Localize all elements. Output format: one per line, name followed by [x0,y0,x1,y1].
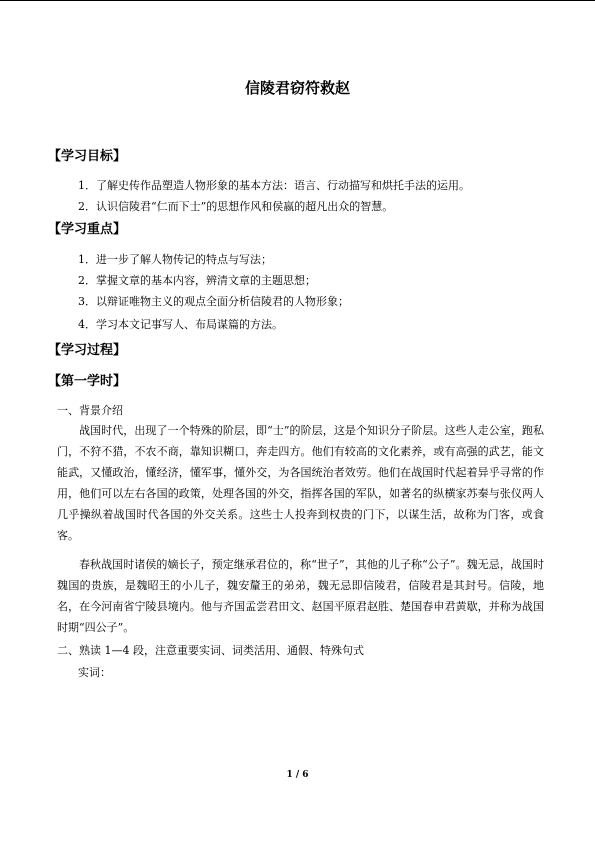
focus-item-1: 1．进一步了解人物传记的特点与写法； [78,253,272,266]
heading-learning-goals: 【学习目标】 [48,149,127,164]
focus-item-2: 2．掌握文章的基本内容，辨清文章的主题思想； [78,274,316,287]
focus-item-4: 4．学习本文记事写人、布局谋篇的方法。 [78,318,283,331]
heading-learning-process: 【学习过程】 [48,343,127,358]
section-background-title: 一、背景介绍 [57,404,123,417]
document-title: 信陵君窃符救赵 [244,79,350,97]
background-paragraph-1: 战国时代，出现了一个特殊的阶层，即“士”的阶层，这是个知识分子阶层。这些人走公室，跑私门，不狩不猎，不农不商，靠知识糊口，奔走四方。他们有较高的文化素养，或有高强的武艺，能文能武，又懂政治，懂经济，懂军事，懂外交，为各国统治者效劳。他们在战国时代起着异乎寻常的作用，他们可以左右各国的政策，处理各国的外交，指挥各国的军队，如著名的纵横家苏秦与张仪两人几乎操纵着战国时代各国的外交关系。这些士人投奔到权贵的门下，以谋生活，故称为门客，或食客。 [57,424,544,542]
goal-item-2: 2．认识信陵君“仁而下士”的思想作风和侯嬴的超凡出众的智慧。 [78,200,394,213]
section-reading-title: 二、熟读 1—4 段，注意重要实词、词类活用、通假、特殊句式 [57,644,364,657]
heading-learning-focus: 【学习重点】 [48,222,127,237]
page-number: 1 / 6 [286,770,309,780]
background-paragraph-2: 春秋战国时诸侯的嫡长子，预定继承君位的，称“世子”，其他的儿子称“公子”。魏无忌，战国时魏国的贵族，是魏昭王的小儿子，魏安釐王的弟弟，魏无忌即信陵君，信陵君是其封号。信陵，地名，在今河南省宁陵县境内。他与齐国孟尝君田文、赵国平原君赵胜、楚国春申君黄歇，并称为战国时期“四公子”。 [57,558,544,634]
shici-label: 实词： [78,666,111,679]
focus-item-3: 3．以辩证唯物主义的观点全面分析信陵君的人物形象； [78,295,349,308]
heading-lesson-1: 【第一学时】 [48,374,127,389]
goal-item-1: 1．了解史传作品塑造人物形象的基本方法：语言、行动描写和烘托手法的运用。 [78,179,470,192]
